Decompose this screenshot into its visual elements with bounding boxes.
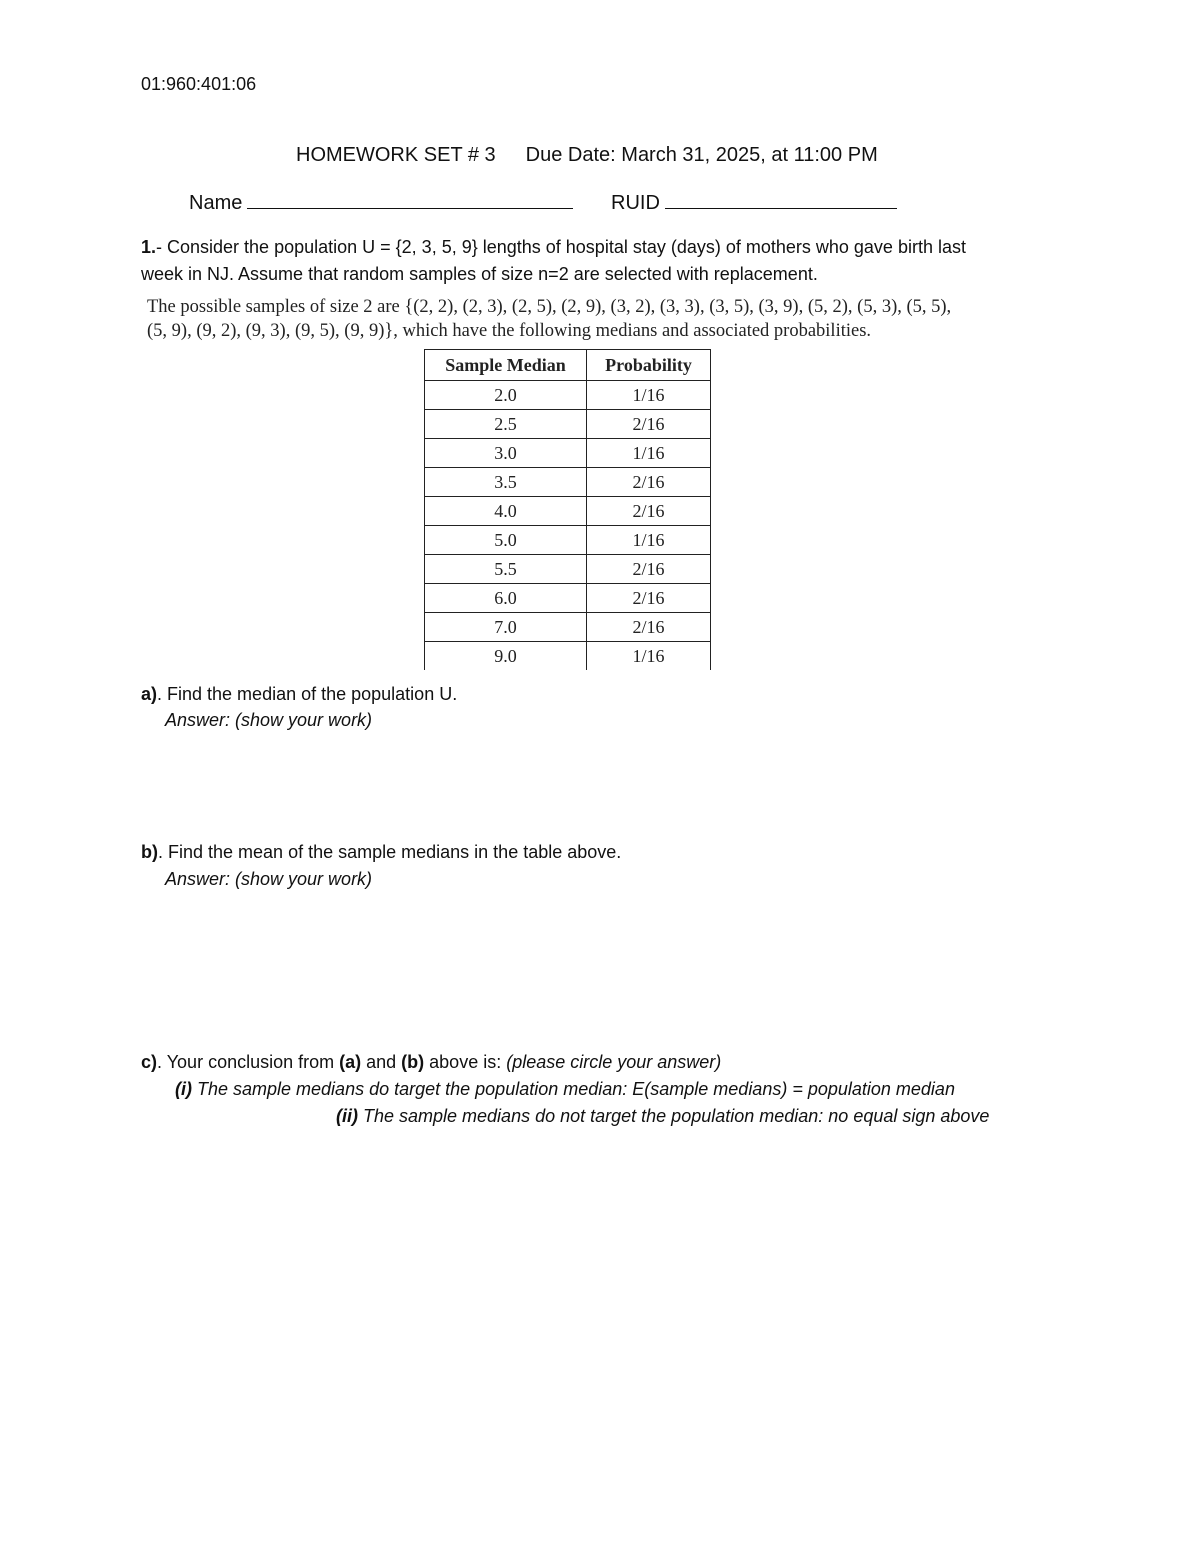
probability-cell: 2/16 (587, 555, 711, 584)
part-c-text-1: . Your conclusion from (157, 1052, 340, 1072)
median-cell: 4.0 (425, 497, 587, 526)
part-c-instruction: (please circle your answer) (506, 1052, 722, 1072)
part-c-text-2: and (361, 1052, 402, 1072)
table-row (425, 439, 711, 468)
header-sample-median: Sample Median (425, 350, 587, 381)
probability-cell: 2/16 (587, 584, 711, 613)
part-b-question (141, 842, 621, 863)
part-c-a-reference: (a) (339, 1052, 362, 1072)
part-c-b-reference: (b) (401, 1052, 425, 1072)
option-ii-label: (ii) (336, 1106, 358, 1126)
median-cell: 6.0 (425, 584, 587, 613)
ruid-field-row (611, 190, 897, 215)
name-field-row (189, 190, 573, 215)
ruid-blank-line (665, 190, 897, 209)
table-row (425, 381, 711, 410)
probability-cell: 1/16 (587, 526, 711, 555)
probability-cell: 2/16 (587, 468, 711, 497)
part-b-label: b) (141, 842, 158, 862)
probability-cell: 2/16 (587, 613, 711, 642)
name-label: Name (189, 192, 243, 214)
probability-cell: 1/16 (587, 642, 711, 671)
option-i[interactable] (175, 1079, 955, 1100)
table-row (425, 468, 711, 497)
question-1-number: 1. (141, 237, 157, 257)
part-a-answer-prompt: Answer: (show your work) (165, 710, 373, 730)
course-code: 01:960:401:06 (141, 74, 257, 94)
part-a-question (141, 684, 457, 705)
header-probability: Probability (587, 350, 711, 381)
part-a-label: a) (141, 684, 158, 704)
table-row (425, 584, 711, 613)
samples-text-line-2: (5, 9), (9, 2), (9, 3), (9, 5), (9, 9)}, which have the following medians and associated probabilities. (147, 321, 872, 341)
option-i-label: (i) (175, 1079, 192, 1099)
part-b-answer-prompt: Answer: (show your work) (165, 869, 373, 889)
table-row (425, 410, 711, 439)
median-cell: 7.0 (425, 613, 587, 642)
table-row (425, 642, 711, 671)
part-c-text-3: above is: (424, 1052, 507, 1072)
part-c-label: c) (141, 1052, 158, 1072)
median-cell: 2.5 (425, 410, 587, 439)
table-row (425, 613, 711, 642)
question-1-line-1 (141, 237, 966, 258)
homework-title: HOMEWORK SET # 3 (296, 144, 496, 166)
median-cell: 9.0 (425, 642, 587, 671)
option-ii-text: The sample medians do not target the population median: no equal sign above (358, 1106, 990, 1126)
median-cell: 2.0 (425, 381, 587, 410)
median-cell: 3.5 (425, 468, 587, 497)
probability-cell: 1/16 (587, 381, 711, 410)
due-date: Due Date: March 31, 2025, at 11:00 PM (525, 144, 878, 166)
table-row (425, 555, 711, 584)
table-row (425, 497, 711, 526)
ruid-label: RUID (611, 192, 660, 214)
samples-text-line-1: The possible samples of size 2 are {(2, 2), (2, 3), (2, 5), (2, 9), (3, 2), (3, 3), (3, 5), (3, 9), (5, 2), (5, 3), (5, 5), (147, 297, 952, 317)
part-b-text: . Find the mean of the sample medians in the table above. (158, 842, 622, 862)
probability-cell: 2/16 (587, 497, 711, 526)
homework-title-row (296, 144, 878, 167)
part-a-text: . Find the median of the population U. (157, 684, 458, 704)
median-cell: 5.0 (425, 526, 587, 555)
median-cell: 5.5 (425, 555, 587, 584)
median-cell: 3.0 (425, 439, 587, 468)
table-header-row (425, 350, 711, 381)
question-1-text: - Consider the population U = {2, 3, 5, 9} lengths of hospital stay (days) of mothers who gave birth last (156, 237, 966, 257)
option-i-text: The sample medians do target the population median: E(sample medians) = population median (192, 1079, 955, 1099)
option-ii[interactable] (336, 1106, 989, 1127)
probability-cell: 1/16 (587, 439, 711, 468)
median-probability-table (424, 349, 711, 670)
part-c-question (141, 1052, 721, 1073)
table-row (425, 526, 711, 555)
question-1-line-2: week in NJ. Assume that random samples of size n=2 are selected with replacement. (141, 264, 818, 284)
probability-cell: 2/16 (587, 410, 711, 439)
name-blank-line (247, 190, 573, 209)
